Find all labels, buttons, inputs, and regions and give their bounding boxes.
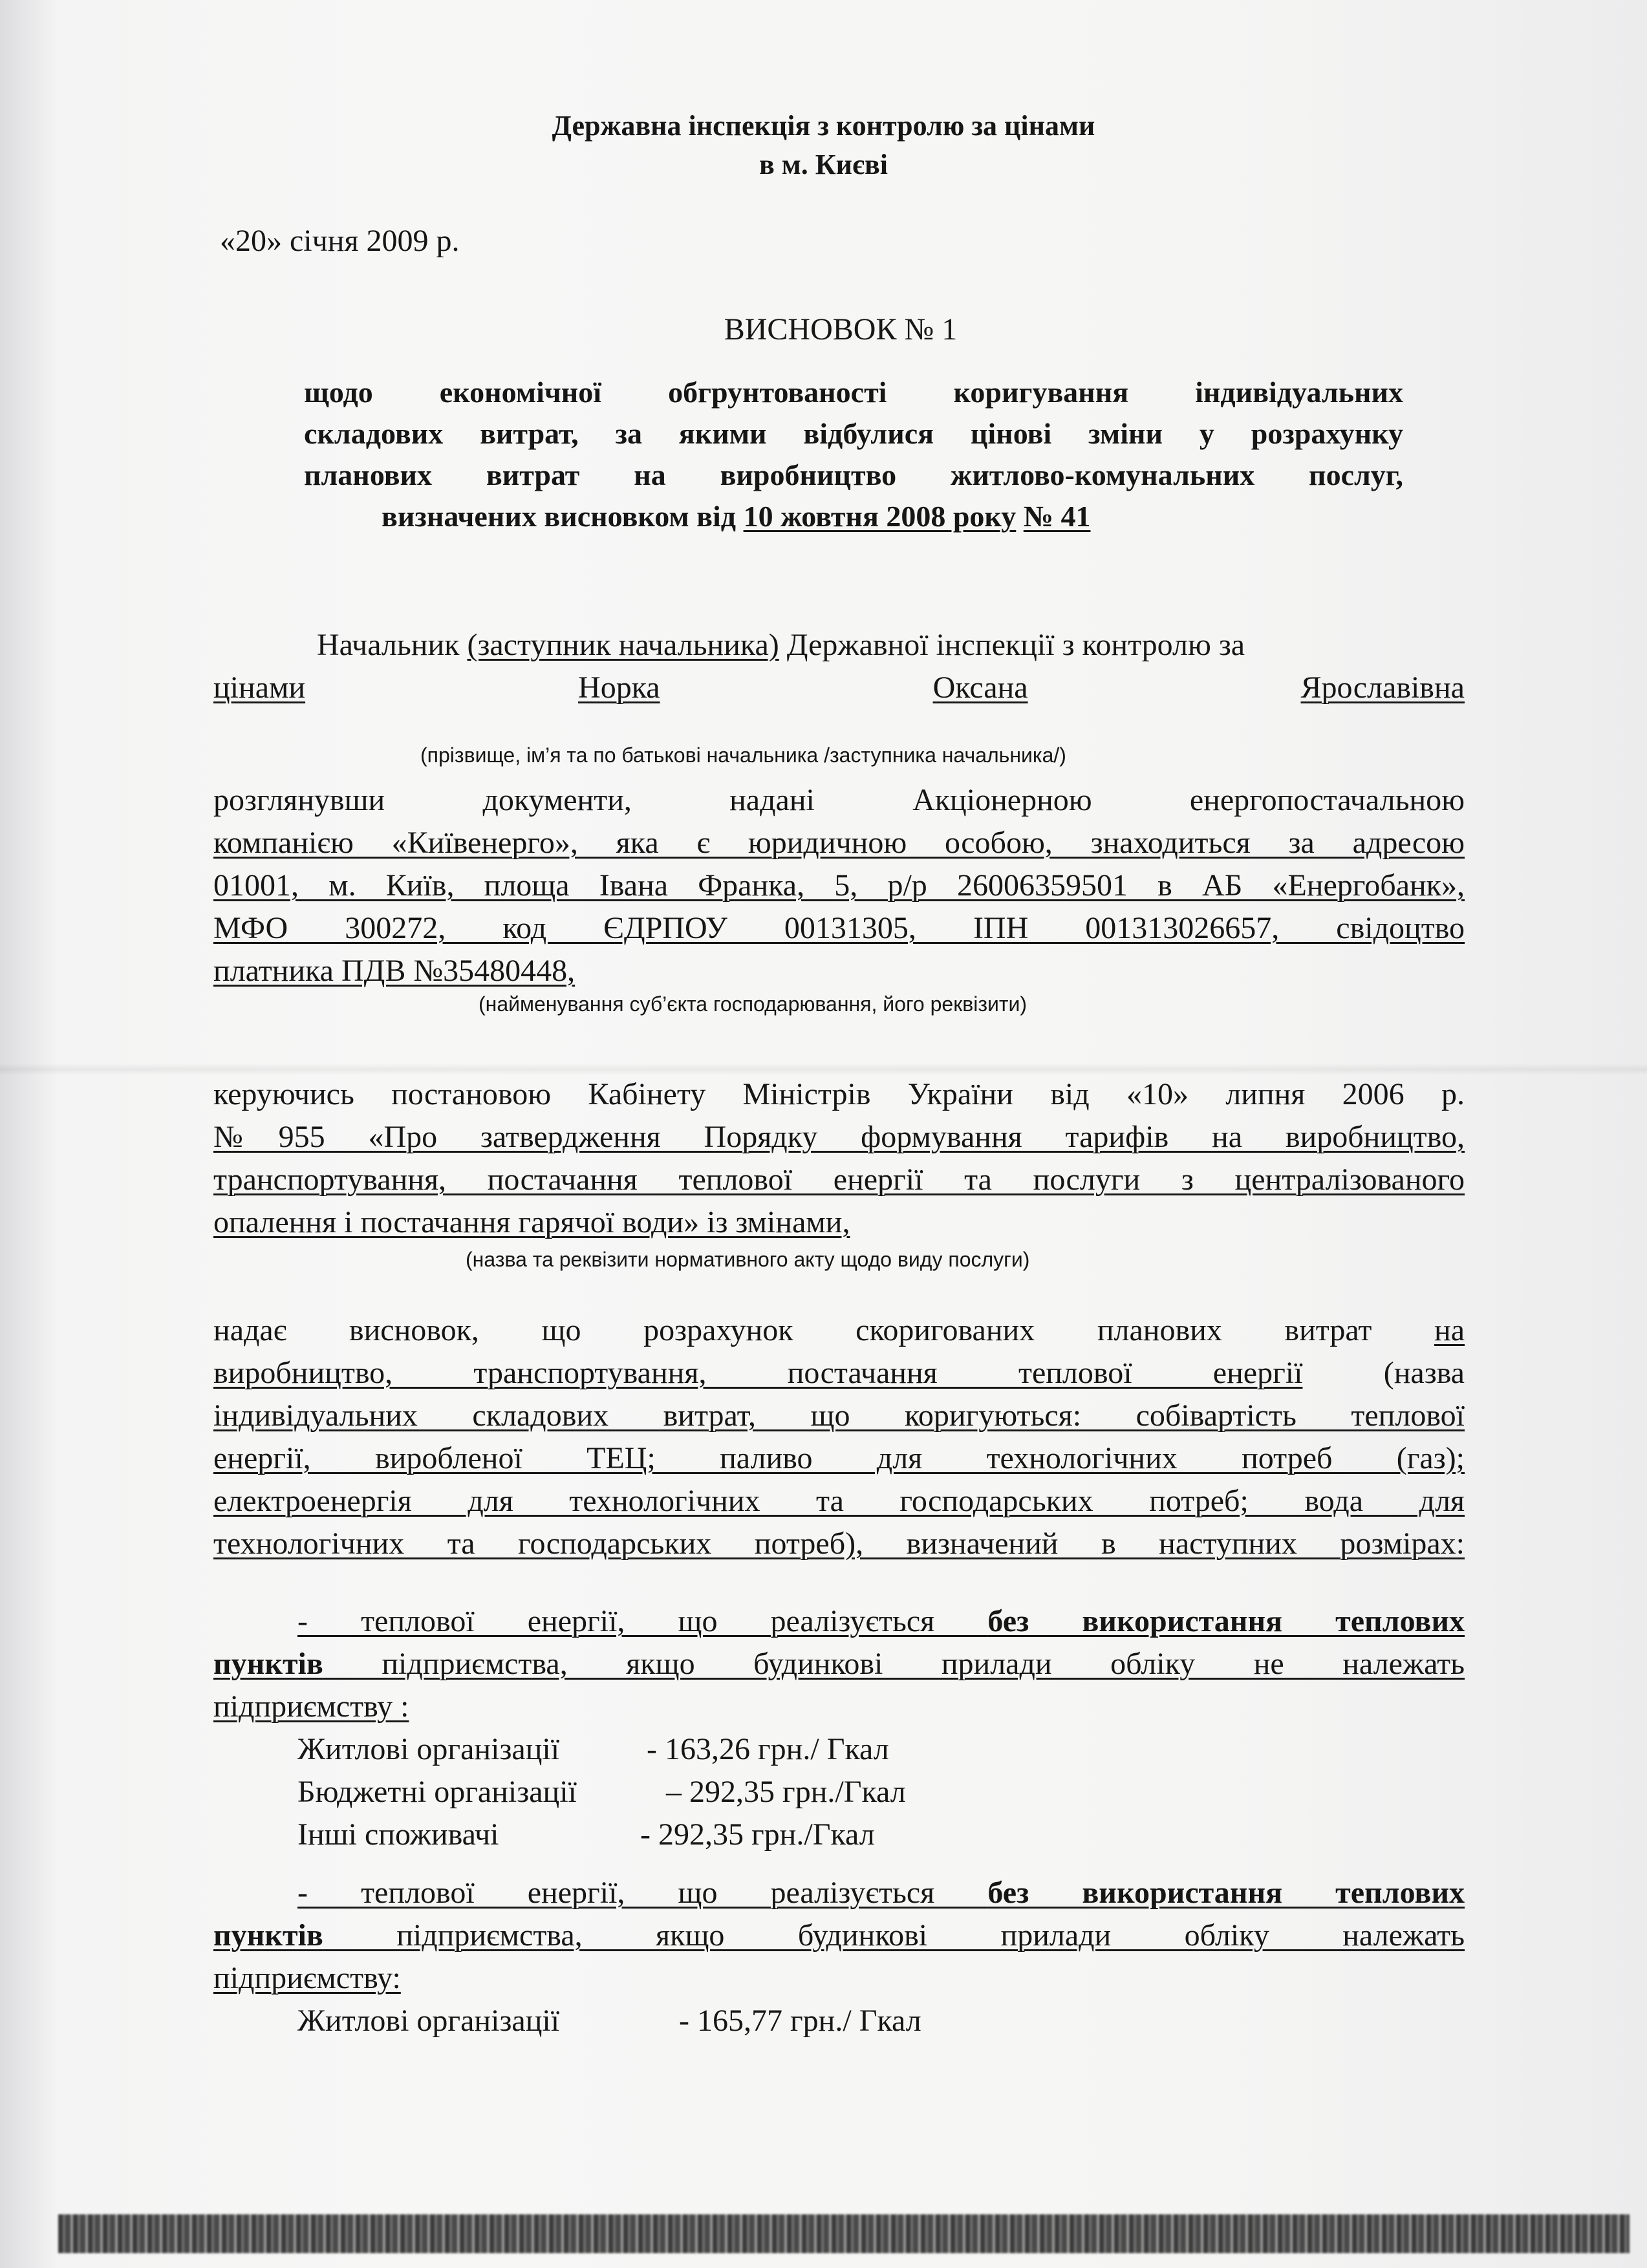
rate-row: Бюджетні організації – 292,35 грн./Гкал xyxy=(297,1775,906,1809)
official-line-1: Начальник (заступник начальника) Державної інспекції з контролю за xyxy=(317,628,1245,662)
section2-line-3: підприємству: xyxy=(213,1961,401,1995)
conclusion-title xyxy=(194,310,1487,365)
company-caption: (найменування суб’єкта господарювання, його реквізити) xyxy=(479,992,1028,1016)
title-line-3: планових витрат на виробництво житлово-комунальних послуг, xyxy=(304,458,1403,491)
company-line-3: 01001, м. Київ, площа Івана Франка, 5, р/р 26006359501 в АБ «Енергобанк», xyxy=(213,868,1465,903)
organization-header xyxy=(0,107,1647,184)
conclusion-block xyxy=(213,1309,1465,1565)
regulation-line-3: транспортування, постачання теплової енергії та послуги з централізованого xyxy=(213,1162,1465,1197)
conclusion-line-6: технологічних та господарських потреб), визначений в наступних розмірах: xyxy=(213,1526,1465,1561)
document-date: «20» січня 2009 р. xyxy=(220,224,460,258)
regulation-caption: (назва та реквізити нормативного акту щодо виду послуги) xyxy=(466,1248,1030,1271)
title-line-2: складових витрат, за якими відбулися цінові зміни у розрахунку xyxy=(304,417,1403,450)
section2-line-1: - теплової енергії, що реалізується без використання теплових xyxy=(297,1876,1465,1910)
tariff-section-2 xyxy=(213,1872,1465,2042)
company-line-2: компанією «Київенерго», яка є юридичною особою, знаходиться за адресою xyxy=(213,826,1465,860)
rate-row: Інші споживачі - 292,35 грн./Гкал xyxy=(297,1817,875,1852)
section1-line-2: пунктів підприємства, якщо будинкові прилади обліку не належать xyxy=(213,1647,1465,1681)
reference-date: 10 жовтня 2008 року xyxy=(743,500,1017,533)
reference-number: № 41 xyxy=(1023,500,1091,533)
section2-line-2: пунктів підприємства, якщо будинкові прилади обліку належать xyxy=(213,1918,1465,1952)
company-block xyxy=(213,779,1465,992)
conclusion-line-2: виробництво, транспортування, постачання теплової енергії (назва xyxy=(213,1356,1465,1390)
company-line-5: платника ПДВ №35480448, xyxy=(213,954,576,988)
section1-rates xyxy=(213,1728,1465,1856)
official-caption: (прізвище, ім’я та по батькові начальника /заступника начальника/) xyxy=(420,744,1066,767)
title-subject xyxy=(304,372,1403,537)
official-name-line: цінами Норка Оксана Ярославівна xyxy=(213,670,1465,705)
regulation-block xyxy=(213,1073,1465,1244)
company-line-1: розглянувши документи, надані Акціонерною енергопостачальною xyxy=(213,783,1465,817)
section2-rates xyxy=(213,2000,1465,2042)
rate-row: Житлові організації - 165,77 грн./ Гкал xyxy=(297,2004,921,2038)
scan-edge-noise xyxy=(58,2214,1630,2253)
conclusion-line-4: енергії, виробленої ТЕЦ; паливо для технологічних потреб (газ); xyxy=(213,1441,1465,1475)
conclusion-line-5: електроенергія для технологічних та господарських потреб; вода для xyxy=(213,1484,1465,1518)
title-line-1: щодо економічної обгрунтованості коригування індивідуальних xyxy=(304,376,1403,409)
official-block xyxy=(213,624,1465,709)
regulation-line-2: №955 «Про затвердження Порядку формування тарифів на виробництво, xyxy=(213,1120,1465,1154)
company-line-4: МФО 300272, код ЄДРПОУ 00131305, ІПН 001313026657, свідоцтво xyxy=(213,911,1465,945)
document-number: ВИСНОВОК № 1 xyxy=(724,312,958,347)
tariff-section-1 xyxy=(213,1600,1465,1856)
title-line-4: визначених висновком від 10 жовтня 2008 року № 41 xyxy=(382,500,1091,533)
conclusion-line-1: надає висновок, що розрахунок скоригованих планових витрат на xyxy=(213,1313,1465,1347)
section1-line-3: підприємству : xyxy=(213,1689,409,1724)
conclusion-line-3: індивідуальних складових витрат, що коригуються: собівартість теплової xyxy=(213,1398,1465,1433)
regulation-line-4: опалення і постачання гарячої води» із змінами, xyxy=(213,1205,850,1239)
rate-row: Житлові організації - 163,26 грн./ Гкал xyxy=(297,1732,889,1766)
org-line-1: Державна інспекція з контролю за цінами xyxy=(552,110,1095,142)
org-line-2: в м. Києві xyxy=(759,149,888,180)
section1-line-1: - теплової енергії, що реалізується без використання теплових xyxy=(297,1604,1465,1638)
regulation-line-1: керуючись постановою Кабінету Міністрів України від «10» липня 2006 р. xyxy=(213,1077,1465,1111)
